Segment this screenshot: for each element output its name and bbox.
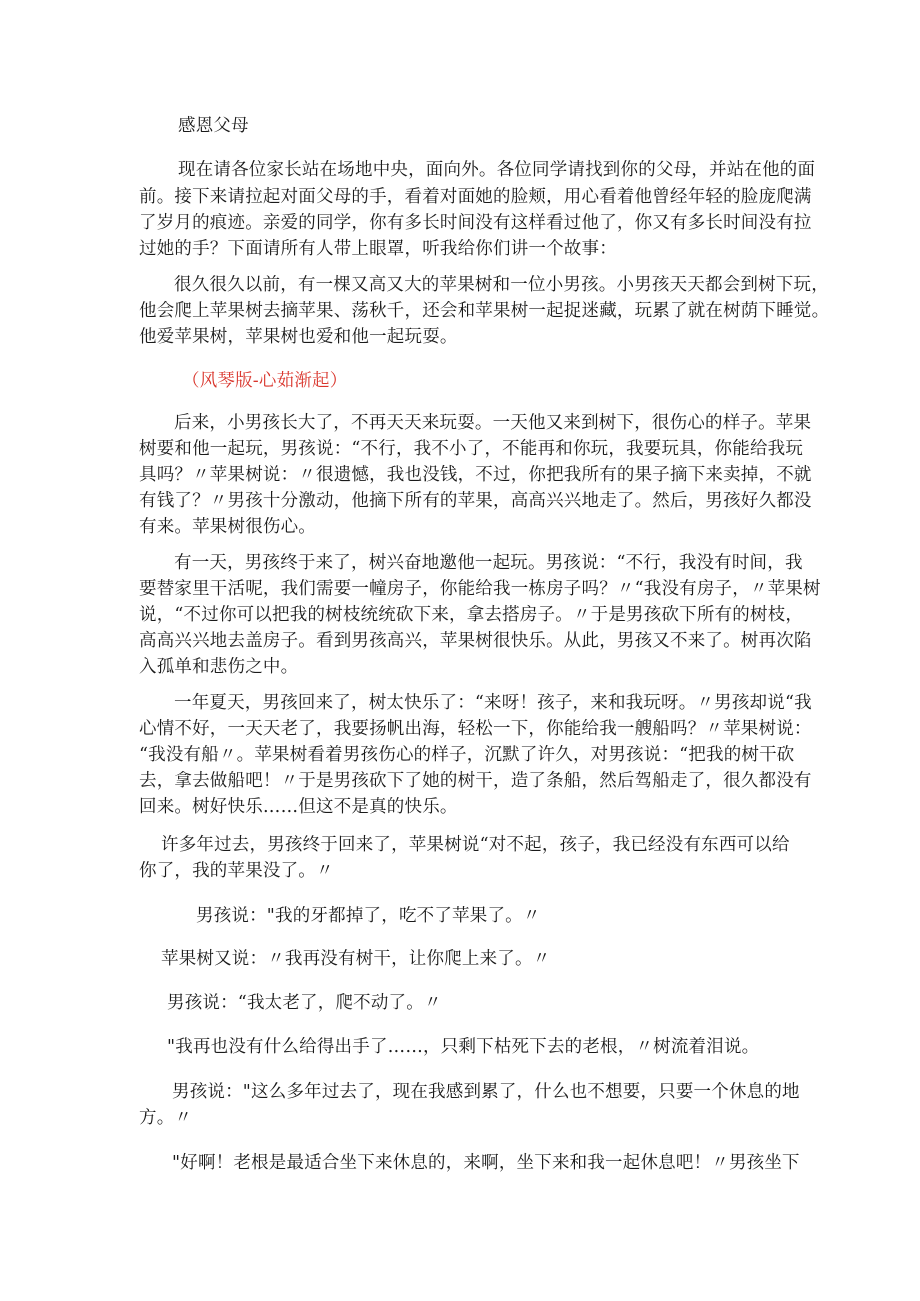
last-line: "好啊！老根是最适合坐下来休息的，来啊，坐下来和我一起休息吧！〃男孩坐下 — [172, 1153, 800, 1173]
paragraph-later-line-2: 树要和他一起玩，男孩说：“不行，我不小了，不能再和你玩，我要玩具，你能给我玩 — [139, 439, 804, 459]
paragraph-rest-line-2: 方。〃 — [139, 1108, 193, 1128]
document-title: 感恩父母 — [178, 116, 249, 136]
paragraph-boat-line-1: 一年夏天，男孩回来了，树太快乐了：“来呀！孩子，来和我玩呀。〃男孩却说“我 — [174, 693, 812, 713]
paragraph-house-line-2: 要替家里干活呢，我们需要一幢房子，你能给我一栋房子吗？〃“我没有房子，〃苹果树 — [139, 579, 821, 599]
dialogue-line-3: 男孩说：“我太老了，爬不动了。〃 — [167, 993, 442, 1013]
dialogue-line-1: 男孩说："我的牙都掉了，吃不了苹果了。〃 — [196, 906, 541, 926]
paragraph-later-line-1: 后来，小男孩长大了，不再天天来玩耍。一天他又来到树下，很伤心的样子。苹果 — [174, 413, 812, 433]
paragraph-house-line-1: 有一天，男孩终于来了，树兴奋地邀他一起玩。男孩说：“不行，我没有时间，我 — [174, 553, 803, 573]
paragraph-rest-line-1: 男孩说："这么多年过去了，现在我感到累了，什么也不想要，只要一个休息的地 — [172, 1082, 800, 1102]
music-note: （风琴版-心茹渐起） — [182, 371, 348, 391]
paragraph-house-line-3: 说，“不过你可以把我的树枝统统砍下来，拿去搭房子。〃于是男孩砍下所有的树枝， — [139, 605, 804, 625]
dialogue-line-4: "我再也没有什么给得出手了……，只剩下枯死下去的老根，〃树流着泪说。 — [167, 1037, 760, 1057]
paragraph-boat-line-2: 心情不好，一天天老了，我要扬帆出海，轻松一下，你能给我一艘船吗？〃苹果树说： — [139, 719, 812, 739]
paragraph-house-line-4: 高高兴兴地去盖房子。看到男孩高兴，苹果树很快乐。从此，男孩又不来了。树再次陷 — [139, 631, 812, 651]
story-opening-line-2: 他会爬上苹果树去摘苹果、荡秋千，还会和苹果树一起捉迷藏，玩累了就在树荫下睡觉。 — [139, 301, 830, 321]
intro-line-1: 现在请各位家长站在场地中央，面向外。各位同学请找到你的父母，并站在他的面 — [178, 160, 816, 180]
dialogue-line-2: 苹果树又说：〃我再没有树干，让你爬上来了。〃 — [161, 949, 551, 969]
paragraph-house-line-5: 入孤单和悲伤之中。 — [139, 657, 299, 677]
paragraph-years-line-1: 许多年过去，男孩终于回来了，苹果树说“对不起，孩子，我已经没有东西可以给 — [161, 835, 790, 855]
intro-line-3: 了岁月的痕迹。亲爱的同学，你有多长时间没有这样看过他了，你又有多长时间没有拉 — [139, 213, 812, 233]
paragraph-boat-line-3: “我没有船〃。苹果树看着男孩伤心的样子，沉默了许久，对男孩说：“把我的树干砍 — [139, 745, 795, 765]
intro-line-4: 过她的手？下面请所有人带上眼罩，听我给你们讲一个故事： — [139, 239, 617, 259]
story-opening-line-1: 很久很久以前，有一棵又高又大的苹果树和一位小男孩。小男孩天天都会到树下玩， — [174, 275, 829, 295]
paragraph-later-line-5: 有来。苹果树很伤心。 — [139, 517, 316, 537]
intro-line-2: 前。接下来请拉起对面父母的手，看着对面她的脸颊，用心看着他曾经年轻的脸庞爬满 — [139, 187, 812, 207]
paragraph-boat-line-4: 去，拿去做船吧！〃于是男孩砍下了她的树干，造了条船，然后驾船走了，很久都没有 — [139, 771, 812, 791]
paragraph-boat-line-5: 回来。树好快乐……但这不是真的快乐。 — [139, 797, 458, 817]
story-opening-line-3: 他爱苹果树，苹果树也爱和他一起玩耍。 — [139, 327, 458, 347]
paragraph-later-line-3: 具吗？〃苹果树说：〃很遗憾，我也没钱，不过，你把我所有的果子摘下来卖掉，不就 — [139, 465, 812, 485]
paragraph-later-line-4: 有钱了？〃男孩十分激动，他摘下所有的苹果，高高兴兴地走了。然后，男孩好久都没 — [139, 491, 812, 511]
paragraph-years-line-2: 你了，我的苹果没了。〃 — [139, 861, 334, 881]
